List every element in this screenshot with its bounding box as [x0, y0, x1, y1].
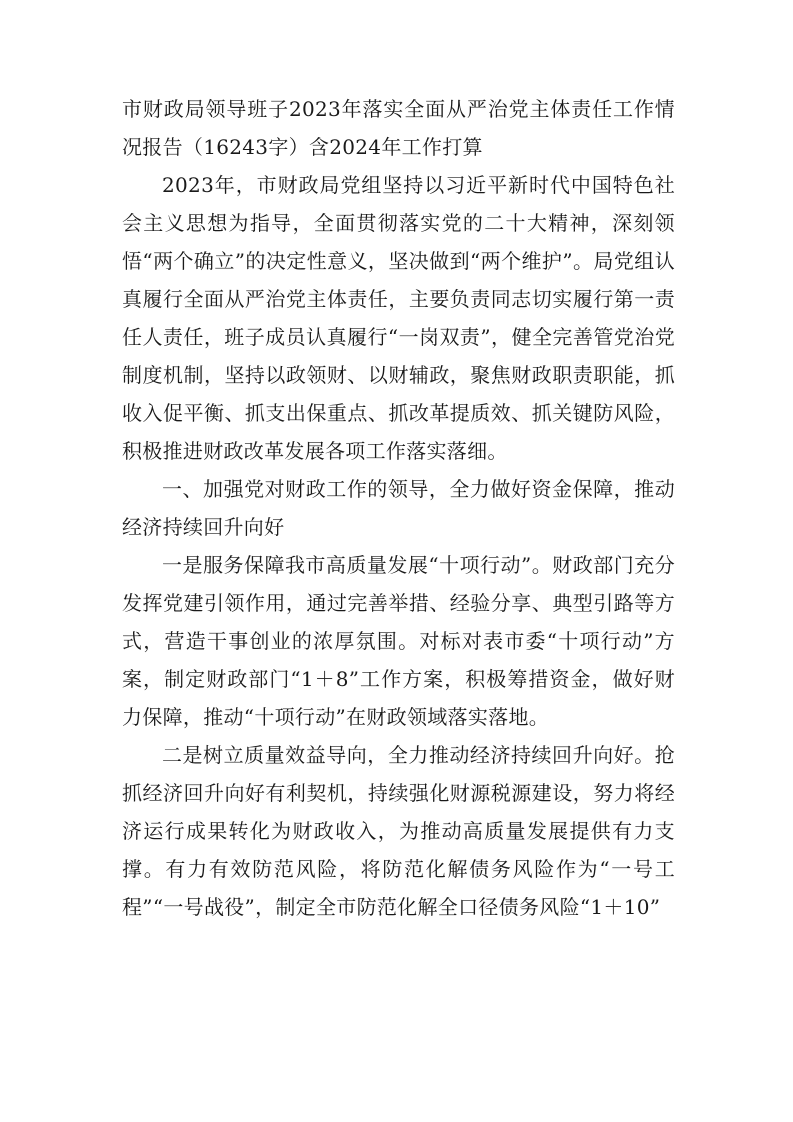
paragraph-2: 二是树立质量效益导向，全力推动经济持续回升向好。抢抓经济回升向好有利契机，持续强化财源税源建设，努力将经济运行成果转化为财政收入，为推动高质量发展提供有力支撑。有力有效防范风险，将防范化解债务风险作为“一号工程”“一号战役”，制定全市防范化解全口径债务风险“1＋10”: [122, 743, 675, 919]
intro-paragraph: 2023年，市财政局党组坚持以习近平新时代中国特色社会主义思想为指导，全面贯彻落实党的二十大精神，深刻领悟“两个确立”的决定性意义，坚决做到“两个维护”。局党组认真履行全面从严治党主体责任，主要负责同志切实履行第一责任人责任，班子成员认真履行“一岗双责”，健全完善管党治党制度机制，坚持以政领财、以财辅政，聚焦财政职责职能，抓收入促平衡、抓支出保重点、抓改革提质效、抓关键防风险，积极推进财政改革发展各项工作落实落细。: [122, 173, 675, 463]
document-title: 市财政局领导班子2023年落实全面从严治党主体责任工作情况报告（16243字）含2024年工作打算: [122, 97, 675, 159]
paragraph-1: 一是服务保障我市高质量发展“十项行动”。财政部门充分发挥党建引领作用，通过完善举措、经验分享、典型引路等方式，营造干事创业的浓厚氛围。对标对表市委“十项行动”方案，制定财政部门“1＋8”工作方案，积极筹措资金，做好财力保障，推动“十项行动”在财政领域落实落地。: [122, 553, 675, 729]
section-heading-1: 一、加强党对财政工作的领导，全力做好资金保障，推动经济持续回升向好: [122, 477, 675, 539]
document-body: [122, 90, 675, 926]
